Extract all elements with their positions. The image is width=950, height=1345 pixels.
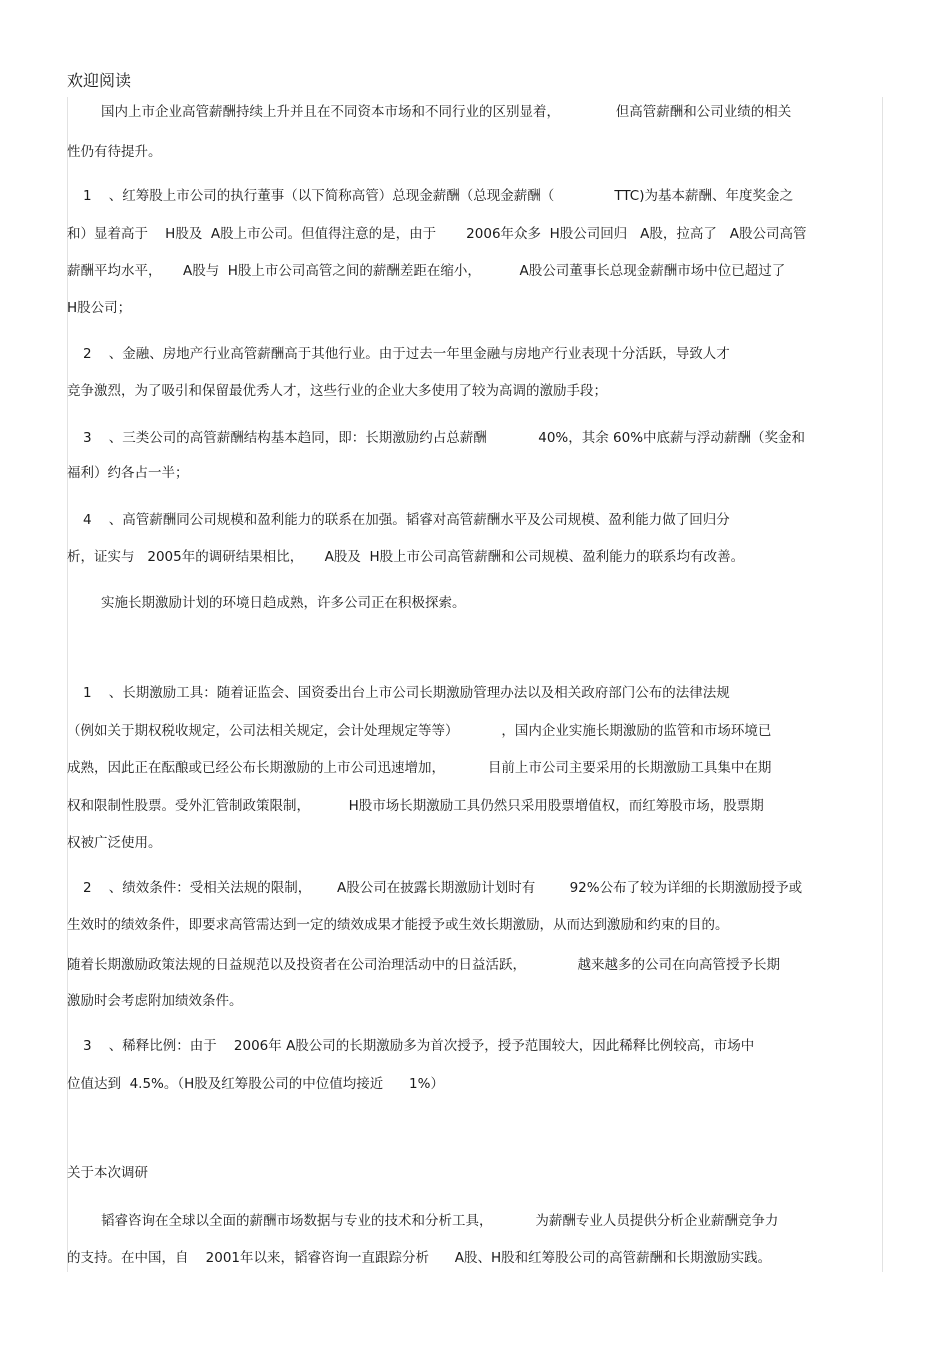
text-line: 福利）约各占一半； [67,465,189,481]
text-line: 1 、长期激励工具：随着证监会、国资委出台上市公司长期激励管理办法以及相关政府部门公布的法律法规 [83,685,730,701]
text-line: 成熟，因此正在酝酿或已经公布长期激励的上市公司迅速增加， 目前上市公司主要采用的长期激励工具集中在期 [67,760,772,776]
text-line: 1 、红筹股上市公司的执行董事（以下简称高管）总现金薪酬（总现金薪酬（ TTC)为基本薪酬、年度奖金之 [83,188,793,204]
text-line: 国内上市企业高管薪酬持续上升并且在不同资本市场和不同行业的区别显着， 但高管薪酬和公司业绩的相关 [101,104,792,120]
text-line: 韬睿咨询在全球以全面的薪酬市场数据与专业的技术和分析工具， 为薪酬专业人员提供分析企业薪酬竞争力 [101,1213,779,1229]
text-line: 和）显着高于 H股及 A股上市公司。但值得注意的是，由于 2006年众多 H股公司回归 A股，拉高了 A股公司高管 [67,226,807,242]
text-line: 竞争激烈，为了吸引和保留最优秀人才，这些行业的企业大多使用了较为高调的激励手段； [67,383,607,399]
text-line: 2 、绩效条件：受相关法规的限制， A股公司在披露长期激励计划时有 92%公布了较为详细的长期激励授予或 [83,880,803,896]
text-line: 4 、高管薪酬同公司规模和盈利能力的联系在加强。韬睿对高管薪酬水平及公司规模、盈利能力做了回归分 [83,512,730,528]
text-line: 随着长期激励政策法规的日益规范以及投资者在公司治理活动中的日益活跃， 越来越多的公司在向高管授予长期 [67,957,780,973]
text-line: H股公司； [67,300,132,316]
section-heading: 关于本次调研 [67,1165,148,1181]
text-line: 激励时会考虑附加绩效条件。 [67,993,243,1009]
text-line: 析，证实与 2005年的调研结果相比， A股及 H股上市公司高管薪酬和公司规模、盈利能力的联系均有改善。 [67,549,745,565]
text-line: 薪酬平均水平， A股与 H股上市公司高管之间的薪酬差距在缩小， A股公司董事长总现金薪酬市场中位已超过了 [67,263,786,279]
text-line: 3 、三类公司的高管薪酬结构基本趋同，即：长期激励约占总薪酬 40%，其余 60%中底薪与浮动薪酬（奖金和 [83,430,806,446]
text-line: 权被广泛使用。 [67,835,162,851]
text-line: 2 、金融、房地产行业高管薪酬高于其他行业。由于过去一年里金融与房地产行业表现十分活跃，导致人才 [83,346,730,362]
page-header: 欢迎阅读 [67,71,132,90]
right-margin-rule [882,97,883,1272]
text-line: 的支持。在中国，自 2001年以来，韬睿咨询一直跟踪分析 A股、H股和红筹股公司的高管薪酬和长期激励实践。 [67,1250,772,1266]
text-line: 性仍有待提升。 [67,144,162,160]
text-line: 位值达到 4.5%。（H股及红筹股公司的中位值均接近 1%） [67,1076,444,1092]
text-line: 权和限制性股票。受外汇管制政策限制， H股市场长期激励工具仍然只采用股票增值权，而红筹股市场，股票期 [67,798,764,814]
text-line: 3 、稀释比例：由于 2006年 A股公司的长期激励多为首次授予，授予范围较大，因此稀释比例较高，市场中 [83,1038,755,1054]
text-line: （例如关于期权税收规定，公司法相关规定，会计处理规定等等） ，国内企业实施长期激励的监管和市场环境已 [67,723,772,739]
text-line: 生效时的绩效条件，即要求高管需达到一定的绩效成果才能授予或生效长期激励，从而达到激励和约束的目的。 [67,917,729,933]
text-line: 实施长期激励计划的环境日趋成熟，许多公司正在积极探索。 [101,595,466,611]
